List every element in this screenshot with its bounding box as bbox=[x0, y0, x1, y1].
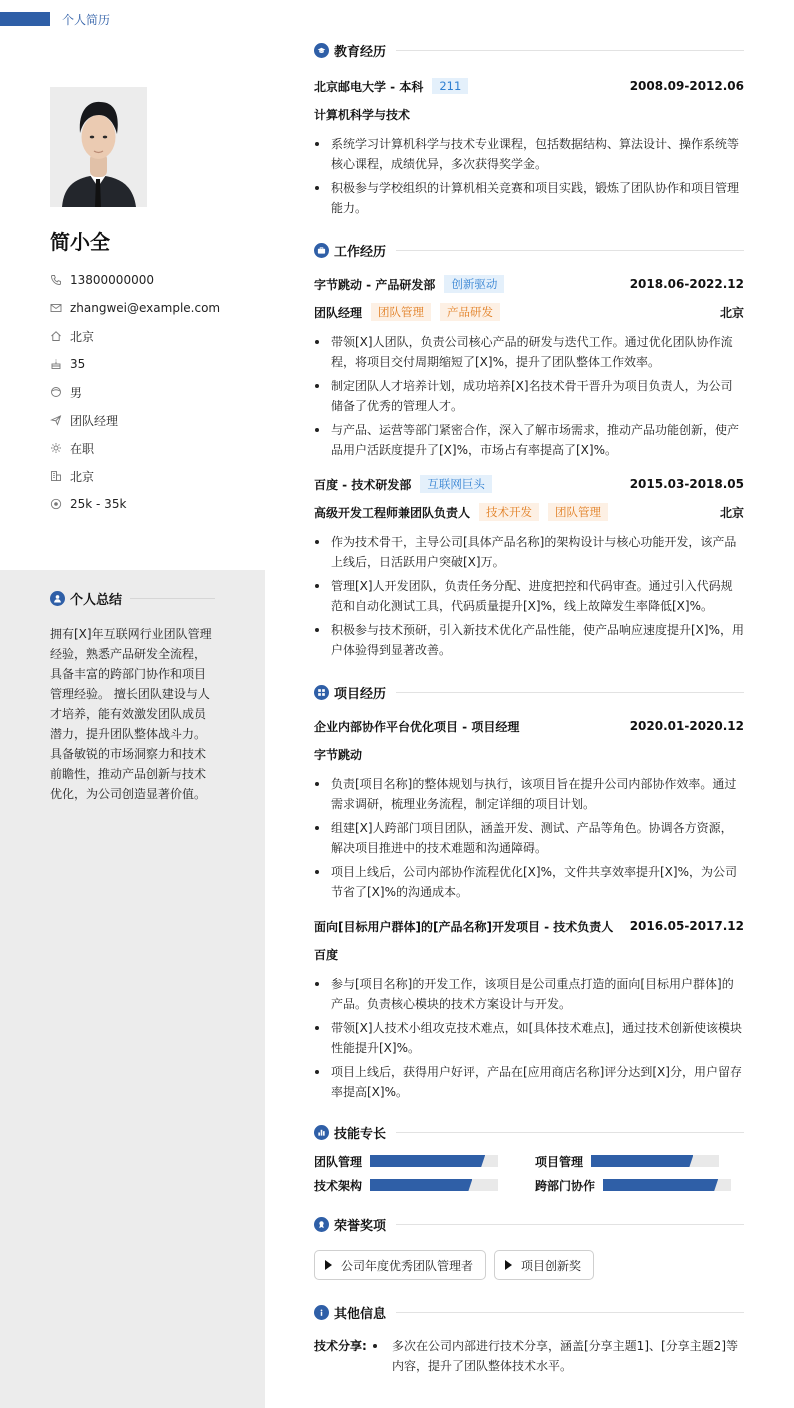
work-role-row bbox=[314, 298, 744, 326]
role-tag: 技术开发 bbox=[479, 503, 539, 521]
info-location bbox=[50, 322, 220, 350]
award-label: 项目创新奖 bbox=[521, 1258, 582, 1273]
work-city: 北京 bbox=[719, 305, 744, 320]
role-tag: 团队管理 bbox=[371, 303, 431, 321]
list-item: 参与[项目名称]的开发工作，该项目是公司重点打造的面向[目标用户群体]的产品。负责核心模块的技术方案设计与开发。 bbox=[314, 974, 744, 1014]
skill-bar-fill bbox=[591, 1155, 693, 1167]
projects-title: 项目经历 bbox=[334, 686, 387, 702]
skills-grid bbox=[314, 1154, 744, 1192]
skill-bar-fill bbox=[603, 1179, 718, 1191]
list-item: 系统学习计算机科学与技术专业课程，包括数据结构、算法设计、操作系统等核心课程，成绩优异，多次获得奖学金。 bbox=[314, 134, 744, 174]
info-target-city-value: 北京 bbox=[70, 469, 95, 484]
skill-bar bbox=[591, 1155, 719, 1167]
education-period: 2008.09-2012.06 bbox=[629, 79, 744, 93]
skill-item bbox=[314, 1178, 535, 1192]
info-icon bbox=[314, 1305, 329, 1320]
project-org-row bbox=[314, 940, 744, 968]
skill-name: 跨部门协作 bbox=[535, 1178, 596, 1193]
info-age bbox=[50, 350, 220, 378]
building-icon bbox=[50, 470, 62, 482]
profile-name: 简小全 bbox=[50, 230, 110, 254]
skills-title: 技能专长 bbox=[334, 1126, 387, 1142]
info-gender bbox=[50, 378, 220, 406]
play-icon bbox=[325, 1260, 332, 1270]
info-position-value: 团队经理 bbox=[70, 413, 119, 428]
resume-tag-label: 个人简历 bbox=[62, 13, 111, 27]
summary-title: 个人总结 bbox=[70, 593, 123, 608]
skill-item bbox=[535, 1154, 744, 1168]
education-title: 教育经历 bbox=[334, 44, 387, 60]
list-item: 带领[X]人技术小组攻克技术难点，如[具体技术难点]，通过技术创新使该模块性能提升[X]%。 bbox=[314, 1018, 744, 1058]
education-major: 计算机科学与技术 bbox=[314, 107, 411, 122]
project-org: 百度 bbox=[314, 947, 339, 962]
section-divider bbox=[396, 1312, 744, 1313]
info-salary bbox=[50, 490, 220, 518]
contact-info-list bbox=[50, 266, 220, 518]
list-item: 多次在公司内部进行技术分享，涵盖[分享主题1]、[分享主题2]等内容，提升了团队整体技术水平。 bbox=[372, 1336, 744, 1376]
info-phone-value: 13800000000 bbox=[70, 273, 154, 287]
work-company: 字节跳动 - 产品研发部 bbox=[314, 277, 436, 292]
list-item: 积极参与学校组织的计算机相关竞赛和项目实践，锻炼了团队协作和项目管理能力。 bbox=[314, 178, 744, 218]
send-icon bbox=[50, 414, 62, 426]
work-tag: 创新驱动 bbox=[444, 275, 504, 293]
work-period: 2015.03-2018.05 bbox=[629, 477, 744, 491]
project-bullets bbox=[314, 774, 744, 902]
other-section-header bbox=[314, 1300, 744, 1324]
work-role: 团队经理 bbox=[314, 305, 363, 320]
header-accent-bar bbox=[0, 12, 50, 26]
honors-section-header bbox=[314, 1212, 744, 1236]
skill-bar bbox=[370, 1155, 498, 1167]
list-item: 组建[X]人跨部门项目团队，涵盖开发、测试、产品等角色。协调各方资源，解决项目推进中的技术难题和沟通障碍。 bbox=[314, 818, 744, 858]
gender-icon bbox=[50, 386, 62, 398]
award-chip[interactable] bbox=[314, 1250, 486, 1280]
info-email-value: zhangwei@example.com bbox=[70, 301, 221, 315]
role-tag: 团队管理 bbox=[548, 503, 608, 521]
skill-name: 项目管理 bbox=[535, 1154, 584, 1169]
info-status-value: 在职 bbox=[70, 441, 95, 456]
info-position bbox=[50, 406, 220, 434]
work-row bbox=[314, 470, 744, 498]
honors-title: 荣誉奖项 bbox=[334, 1218, 387, 1234]
skill-bar bbox=[370, 1179, 498, 1191]
phone-icon bbox=[50, 274, 62, 286]
skill-bar-fill bbox=[370, 1155, 485, 1167]
cake-icon bbox=[50, 358, 62, 370]
skills-section-header bbox=[314, 1120, 744, 1144]
other-bullets bbox=[372, 1336, 744, 1380]
project-row bbox=[314, 912, 744, 940]
award-icon bbox=[314, 1217, 329, 1232]
award-chip[interactable] bbox=[494, 1250, 594, 1280]
list-item: 作为技术骨干，主导公司[具体产品名称]的架构设计与核心功能开发，该产品上线后，日活跃用户突破[X]万。 bbox=[314, 532, 744, 572]
graduation-cap-icon bbox=[314, 43, 329, 58]
play-icon bbox=[505, 1260, 512, 1270]
briefcase-icon bbox=[314, 243, 329, 258]
list-item: 带领[X]人团队，负责公司核心产品的研发与迭代工作。通过优化团队协作流程，将项目交付周期缩短了[X]%，提升了团队整体工作效率。 bbox=[314, 332, 744, 372]
list-item: 项目上线后，公司内部协作流程优化[X]%，文件共享效率提升[X]%，为公司节省了[X]%的沟通成本。 bbox=[314, 862, 744, 902]
project-period: 2016.05-2017.12 bbox=[629, 919, 744, 933]
work-period: 2018.06-2022.12 bbox=[629, 277, 744, 291]
work-company: 百度 - 技术研发部 bbox=[314, 477, 412, 492]
info-age-value: 35 bbox=[70, 357, 86, 371]
work-city: 北京 bbox=[719, 505, 744, 520]
summary-text: 拥有[X]年互联网行业团队管理经验，熟悉产品研发全流程，具备丰富的跨部门协作和项目管理经验。 擅长团队建设与人才培养，能有效激发团队成员潜力，提升团队整体战斗力。具备敏锐的市场洞察力和技术前瞻性，推动产品创新与技术优化，为公司创造显著价值。 bbox=[50, 627, 212, 801]
section-divider bbox=[396, 250, 744, 251]
work-role-row bbox=[314, 498, 744, 526]
project-name: 面向[目标用户群体]的[产品名称]开发项目 - 技术负责人 bbox=[314, 919, 614, 934]
profile-photo bbox=[50, 87, 147, 207]
work-title: 工作经历 bbox=[334, 244, 387, 260]
home-icon bbox=[50, 330, 62, 342]
info-status bbox=[50, 434, 220, 462]
work-section-header bbox=[314, 238, 744, 262]
role-tag: 产品研发 bbox=[440, 303, 500, 321]
info-gender-value: 男 bbox=[70, 385, 83, 400]
awards-list bbox=[314, 1250, 744, 1280]
list-item: 管理[X]人开发团队，负责任务分配、进度把控和代码审查。通过引入代码规范和自动化测试工具，代码质量提升[X]%，线上故障发生率降低[X]%。 bbox=[314, 576, 744, 616]
project-row bbox=[314, 712, 744, 740]
project-period: 2020.01-2020.12 bbox=[629, 719, 744, 733]
info-phone bbox=[50, 266, 220, 294]
status-icon bbox=[50, 442, 62, 454]
other-title: 其他信息 bbox=[334, 1306, 387, 1322]
list-item: 项目上线后，获得用户好评，产品在[应用商店名称]评分达到[X]分，用户留存率提高[X]%。 bbox=[314, 1062, 744, 1102]
work-role: 高级开发工程师兼团队负责人 bbox=[314, 505, 471, 520]
project-org-row bbox=[314, 740, 744, 768]
project-bullets bbox=[314, 974, 744, 1102]
skill-name: 团队管理 bbox=[314, 1154, 363, 1169]
section-divider bbox=[396, 1224, 744, 1225]
section-divider bbox=[396, 1132, 744, 1133]
project-org: 字节跳动 bbox=[314, 747, 363, 762]
education-school: 北京邮电大学 - 本科 bbox=[314, 79, 424, 94]
user-icon bbox=[50, 591, 65, 606]
main-content bbox=[314, 38, 744, 1380]
bar-chart-icon bbox=[314, 1125, 329, 1140]
education-tag: 211 bbox=[432, 78, 468, 94]
projects-section-header bbox=[314, 680, 744, 704]
work-bullets bbox=[314, 532, 744, 660]
education-section-header bbox=[314, 38, 744, 62]
section-divider bbox=[396, 50, 744, 51]
work-tag: 互联网巨头 bbox=[420, 475, 492, 493]
mail-icon bbox=[50, 302, 62, 314]
info-target-city bbox=[50, 462, 220, 490]
other-row bbox=[314, 1336, 744, 1380]
other-label: 技术分享: bbox=[314, 1339, 367, 1353]
skill-bar-fill bbox=[370, 1179, 472, 1191]
info-location-value: 北京 bbox=[70, 329, 95, 344]
award-label: 公司年度优秀团队管理者 bbox=[341, 1258, 474, 1273]
section-divider bbox=[130, 598, 215, 599]
work-row bbox=[314, 270, 744, 298]
grid-icon bbox=[314, 685, 329, 700]
education-row bbox=[314, 72, 744, 100]
info-salary-value: 25k - 35k bbox=[70, 497, 127, 511]
work-bullets bbox=[314, 332, 744, 460]
list-item: 与产品、运营等部门紧密合作，深入了解市场需求，推动产品功能创新，使产品用户活跃度提升了[X]%，市场占有率提高了[X]%。 bbox=[314, 420, 744, 460]
skill-item bbox=[314, 1154, 535, 1168]
list-item: 负责[项目名称]的整体规划与执行，该项目旨在提升公司内部协作效率。通过需求调研，梳理业务流程，制定详细的项目计划。 bbox=[314, 774, 744, 814]
skill-bar bbox=[603, 1179, 731, 1191]
project-name: 企业内部协作平台优化项目 - 项目经理 bbox=[314, 719, 520, 734]
skill-name: 技术架构 bbox=[314, 1178, 363, 1193]
education-major-row bbox=[314, 100, 744, 128]
list-item: 制定团队人才培养计划，成功培养[X]名技术骨干晋升为项目负责人，为公司储备了优秀的管理人才。 bbox=[314, 376, 744, 416]
list-item: 积极参与技术预研，引入新技术优化产品性能，使产品响应速度提升[X]%，用户体验得到显著改善。 bbox=[314, 620, 744, 660]
skill-item bbox=[535, 1178, 744, 1192]
education-bullets bbox=[314, 134, 744, 218]
summary-section-header bbox=[50, 589, 215, 608]
avatar-portrait bbox=[50, 87, 147, 207]
section-divider bbox=[396, 692, 744, 693]
info-email bbox=[50, 294, 220, 322]
salary-icon bbox=[50, 498, 62, 510]
